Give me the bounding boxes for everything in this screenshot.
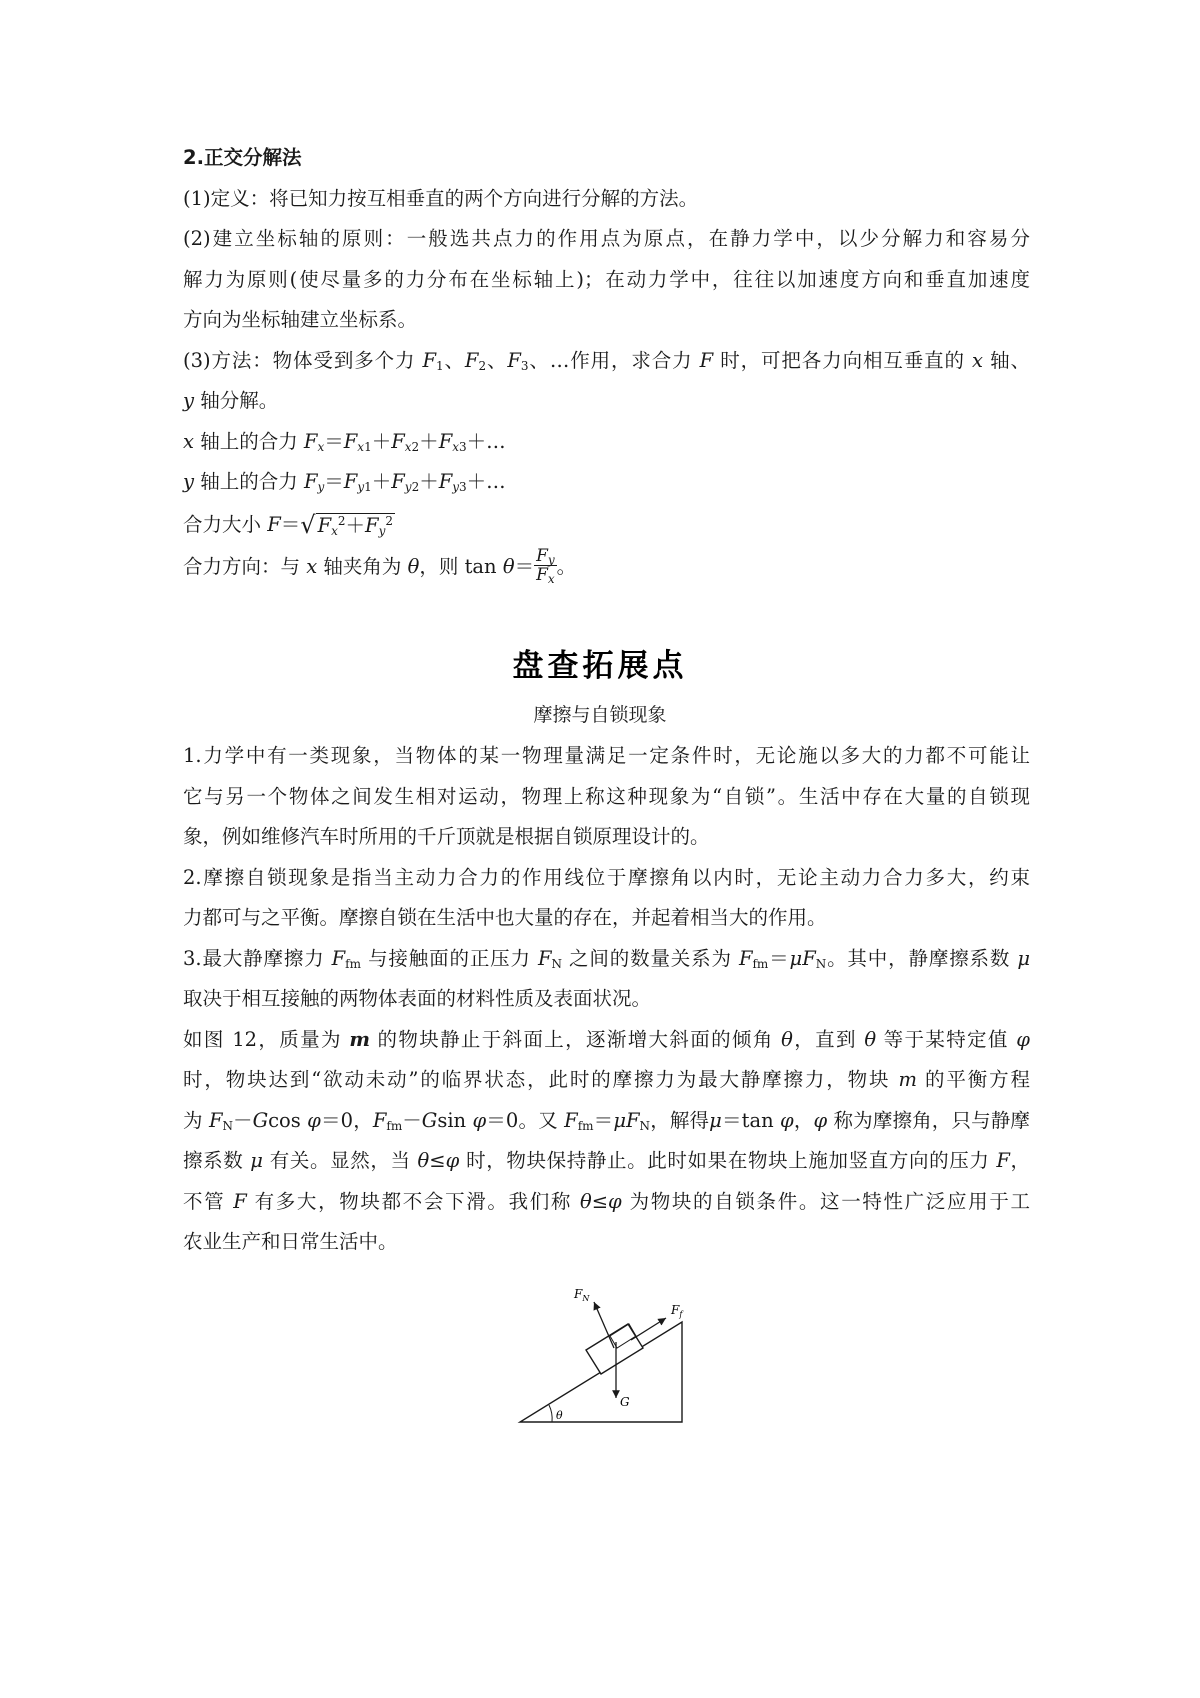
para4-line-2: 时，物块达到“欲动未动”的临界状态，此时的摩擦力为最大静摩擦力，物块 m 的平衡方程 xyxy=(183,1068,1030,1091)
para1-line-3: 象，例如维修汽车时所用的千斤顶就是根据自锁原理设计的。 xyxy=(183,825,710,848)
para4-line-5: 不管 F 有多大，物块都不会下滑。我们称 θ≤φ 为物块的自锁条件。这一特性广泛应用于工 xyxy=(183,1189,1030,1213)
para1-line-2: 它与另一个物体之间发生相对运动，物理上称这种现象为“自锁”。生活中存在大量的自锁现 xyxy=(183,784,1030,808)
fx-sum-formula: x 轴上的合力 $F_x=F_{x1}+F_{x2}+F_{x3}+\dots$ xyxy=(183,429,506,454)
g-label: G xyxy=(620,1395,630,1409)
fy-sum-formula: y 轴上的合力 $F_y=F_{y1}+F_{y2}+F_{y3}+\dots$ xyxy=(183,470,506,494)
theta-label: θ xyxy=(556,1409,563,1422)
incline-force-diagram xyxy=(516,1278,686,1426)
block xyxy=(586,1324,643,1374)
method-title: 2.正交分解法 xyxy=(183,146,302,169)
ff-label: $F_f$ xyxy=(671,1303,683,1319)
principle-line-3: 方向为坐标轴建立坐标系。 xyxy=(183,308,418,331)
para3-line-2: 取决于相互接触的两物体表面的材料性质及表面状况。 xyxy=(183,987,652,1010)
subtitle: 摩擦与自锁现象 xyxy=(533,704,667,726)
definition-line: (1)定义：将已知力按互相垂直的两个方向进行分解的方法。 xyxy=(183,186,699,210)
section-title: 盘查拓展点 xyxy=(512,648,688,684)
magnitude-formula: 合力大小 F＝√ $F_x^2+F_y^2$ xyxy=(183,503,1030,544)
orthogonal-decomposition-section xyxy=(183,138,1030,591)
fn-label: $F_N$ xyxy=(574,1287,590,1303)
para4-line-1: 如图 12，质量为 m 的物块静止于斜面上，逐渐增大斜面的倾角 θ，直到 θ 等于某特定值 φ xyxy=(183,1027,1030,1051)
para2-line-2: 力都可与之平衡。摩擦自锁在生活中也大量的存在，并起着相当大的作用。 xyxy=(183,906,827,929)
para4-line-6: 农业生产和日常生活中。 xyxy=(183,1230,398,1253)
direction-formula: 合力方向：与 x 轴夹角为 θ，则 tan θ＝ $\frac{F_y}{F_x}$ 。 xyxy=(183,546,577,586)
method-line-1: (3)方法：物体受到多个力 $F_1$、$F_2$、$F_3$、…作用，求合力 F 时，可把各力向相互垂直的 x 轴、 xyxy=(183,348,1030,373)
tan-fraction: $\frac{F_y}{F_x}$ xyxy=(536,546,555,586)
para1-line-1: 1.力学中有一类现象，当物体的某一物理量满足一定条件时，无论施以多大的力都不可能让 xyxy=(183,744,1030,767)
para2-line-1: 2.摩擦自锁现象是指当主动力合力的作用线位于摩擦角以内时，无论主动力合力多大，约束 xyxy=(183,865,1030,889)
para4-line-3: 为 $F_N-Gcos$ φ＝0，$F_{fm}-Gsin$ φ＝0。又 $F_{fm}=\mu F_N$，解得μ＝tan φ，φ 称为摩擦角，只与静摩 xyxy=(183,1108,1030,1133)
para4-line-4: 擦系数 μ 有关。显然，当 θ≤φ 时，物块保持静止。此时如果在物块上施加竖直方向的压力 F， xyxy=(183,1149,1031,1172)
principle-line-2: 解力为原则(使尽量多的力分布在坐标轴上)；在动力学中，往往以加速度方向和垂直加速度 xyxy=(183,267,1030,291)
principle-line-1: (2)建立坐标轴的原则：一般选共点力的作用点为原点，在静力学中，以少分解力和容易分 xyxy=(183,227,1030,250)
self-locking-section xyxy=(183,736,1030,1263)
para3-line-1: 3.最大静摩擦力 $F_{fm}$ 与接触面的正压力 $F_N$ 之间的数量关系为 $F_{fm}=\mu F_N$。其中，静摩擦系数 μ xyxy=(183,946,1030,971)
method-line-2: y 轴分解。 xyxy=(183,389,279,412)
sqrt-expression: √ $F_x^2+F_y^2$ xyxy=(300,510,393,539)
friction-force-arrow xyxy=(631,1318,666,1340)
angle-arc xyxy=(549,1405,552,1422)
